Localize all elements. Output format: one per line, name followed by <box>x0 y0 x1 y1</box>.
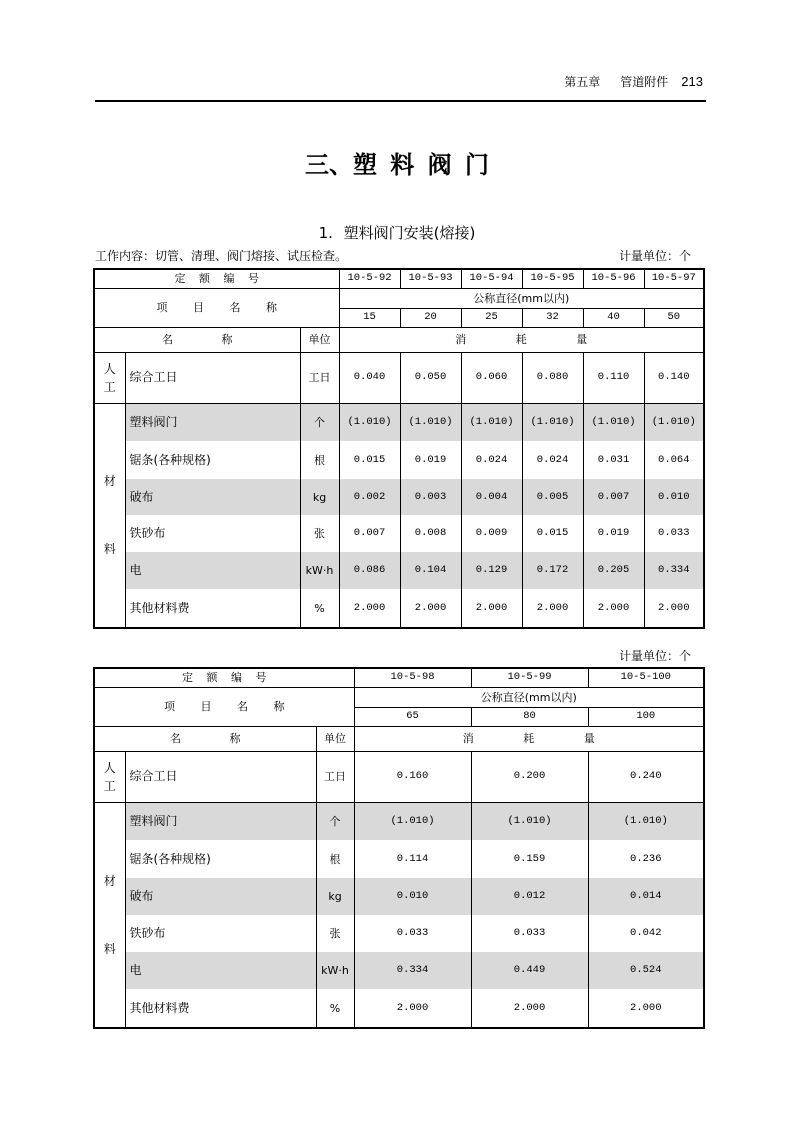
material-name: 破布 <box>125 878 316 915</box>
consumption-header: 消 耗 量 <box>339 327 704 352</box>
labor-category-cell <box>94 352 125 403</box>
material-unit: 根 <box>300 441 339 479</box>
material-name: 其他材料费 <box>125 989 316 1028</box>
material-value: (1.010) <box>354 802 471 840</box>
material-value: 0.010 <box>354 878 471 915</box>
quota-table-2 <box>93 667 705 1029</box>
material-value: 0.019 <box>583 515 644 552</box>
quota-code: 10-5-96 <box>583 269 644 288</box>
unit-column-header: 单位 <box>316 726 354 751</box>
material-unit: 张 <box>316 915 354 952</box>
material-value: (1.010) <box>461 403 522 441</box>
material-unit: % <box>300 589 339 628</box>
material-value: 2.000 <box>644 589 704 628</box>
labor-item-name: 综合工日 <box>125 352 300 403</box>
material-value: 0.086 <box>339 552 400 589</box>
labor-row <box>94 352 704 403</box>
labor-item-name: 综合工日 <box>125 751 316 802</box>
material-value: 0.024 <box>522 441 583 479</box>
material-value: 0.042 <box>588 915 704 952</box>
material-name: 电 <box>125 952 316 989</box>
header-rule <box>95 100 706 102</box>
labor-value: 0.060 <box>461 352 522 403</box>
work-content: 工作内容：切管、清理、阀门熔接、试压检查。 <box>95 249 348 263</box>
labor-value: 0.240 <box>588 751 704 802</box>
labor-value: 0.040 <box>339 352 400 403</box>
material-name: 铁砂布 <box>125 915 316 952</box>
material-value: (1.010) <box>583 403 644 441</box>
material-value: 2.000 <box>339 589 400 628</box>
quota-code-label: 定 额 编 号 <box>94 269 339 288</box>
material-row <box>94 403 704 441</box>
labor-value: 0.080 <box>522 352 583 403</box>
materials-category: 材料 <box>103 474 116 557</box>
unit-column-header: 单位 <box>300 327 339 352</box>
section-title: 三、塑 料 阀 门 <box>304 151 490 179</box>
material-unit: 个 <box>316 802 354 840</box>
material-unit: % <box>316 989 354 1028</box>
material-value: 0.104 <box>400 552 461 589</box>
diameter-label: 公称直径(mm以内) <box>354 687 704 707</box>
material-value: 0.236 <box>588 840 704 878</box>
material-value: 2.000 <box>461 589 522 628</box>
material-row <box>94 441 704 479</box>
material-value: 0.014 <box>588 878 704 915</box>
labor-category: 人工 <box>103 760 116 793</box>
labor-category-cell <box>94 751 125 802</box>
quota-code-label: 定 额 编 号 <box>94 668 354 687</box>
quota-code-row <box>94 269 704 288</box>
diameter-label: 公称直径(mm以内) <box>339 288 704 308</box>
material-unit: 个 <box>300 403 339 441</box>
name-column-header: 名 称 <box>94 726 316 751</box>
material-value: 2.000 <box>583 589 644 628</box>
material-name: 其他材料费 <box>125 589 300 628</box>
quota-code: 10-5-93 <box>400 269 461 288</box>
material-value: 0.159 <box>471 840 588 878</box>
measurement-unit-note: 计量单位：个 <box>619 649 692 663</box>
quota-code: 10-5-95 <box>522 269 583 288</box>
material-value: 0.031 <box>583 441 644 479</box>
material-value: 0.129 <box>461 552 522 589</box>
diameter-value: 50 <box>644 308 704 327</box>
material-row <box>94 589 704 628</box>
quota-code: 10-5-97 <box>644 269 704 288</box>
materials-category: 材料 <box>103 873 116 956</box>
diameter-label-row <box>94 687 704 707</box>
material-value: 0.012 <box>471 878 588 915</box>
material-name: 锯条(各种规格) <box>125 441 300 479</box>
material-value: 0.010 <box>644 479 704 515</box>
material-value: 0.002 <box>339 479 400 515</box>
material-row <box>94 915 704 952</box>
material-value: 0.033 <box>471 915 588 952</box>
measurement-unit-note: 计量单位：个 <box>619 249 692 263</box>
material-unit: kg <box>300 479 339 515</box>
material-name: 破布 <box>125 479 300 515</box>
material-row <box>94 552 704 589</box>
material-row <box>94 878 704 915</box>
material-name: 塑料阀门 <box>125 802 316 840</box>
material-value: 0.007 <box>583 479 644 515</box>
material-value: 2.000 <box>588 989 704 1028</box>
labor-unit: 工日 <box>300 352 339 403</box>
quota-code: 10-5-92 <box>339 269 400 288</box>
material-value: 0.449 <box>471 952 588 989</box>
material-value: 2.000 <box>471 989 588 1028</box>
diameter-value: 25 <box>461 308 522 327</box>
name-column-header: 名 称 <box>94 327 300 352</box>
material-value: (1.010) <box>400 403 461 441</box>
material-unit: kg <box>316 878 354 915</box>
material-unit: 张 <box>300 515 339 552</box>
material-name: 锯条(各种规格) <box>125 840 316 878</box>
material-value: 0.064 <box>644 441 704 479</box>
consumption-header: 消 耗 量 <box>354 726 704 751</box>
material-value: 0.334 <box>644 552 704 589</box>
column-header-row <box>94 327 704 352</box>
labor-value: 0.140 <box>644 352 704 403</box>
material-value: 0.033 <box>644 515 704 552</box>
quota-code: 10-5-94 <box>461 269 522 288</box>
diameter-value: 40 <box>583 308 644 327</box>
material-value: 2.000 <box>522 589 583 628</box>
labor-unit: 工日 <box>316 751 354 802</box>
labor-row <box>94 751 704 802</box>
material-row <box>94 952 704 989</box>
material-name: 塑料阀门 <box>125 403 300 441</box>
material-value: (1.010) <box>522 403 583 441</box>
material-value: 2.000 <box>354 989 471 1028</box>
material-value: 0.172 <box>522 552 583 589</box>
subsection-title: 1. 塑料阀门安装(熔接) <box>318 224 476 242</box>
quota-table-1 <box>93 268 705 629</box>
material-value: (1.010) <box>588 802 704 840</box>
material-value: 0.005 <box>522 479 583 515</box>
quota-code: 10-5-98 <box>354 668 471 687</box>
section-label: 管道附件 <box>620 75 669 89</box>
item-name-label: 项 目 名 称 <box>94 288 339 327</box>
material-row <box>94 479 704 515</box>
material-unit: 根 <box>316 840 354 878</box>
diameter-value: 65 <box>354 707 471 726</box>
labor-category: 人工 <box>103 361 116 394</box>
running-header <box>564 74 703 90</box>
labor-value: 0.110 <box>583 352 644 403</box>
labor-value: 0.050 <box>400 352 461 403</box>
material-value: 0.004 <box>461 479 522 515</box>
material-row <box>94 989 704 1028</box>
material-row <box>94 840 704 878</box>
materials-category-cell <box>94 802 125 1028</box>
labor-value: 0.160 <box>354 751 471 802</box>
material-value: 0.015 <box>522 515 583 552</box>
material-value: 0.008 <box>400 515 461 552</box>
material-value: (1.010) <box>471 802 588 840</box>
quota-code: 10-5-100 <box>588 668 704 687</box>
table-body <box>94 269 704 628</box>
diameter-value: 80 <box>471 707 588 726</box>
material-name: 电 <box>125 552 300 589</box>
material-unit: kW·h <box>300 552 339 589</box>
chapter-label: 第五章 <box>564 75 601 89</box>
labor-value: 0.200 <box>471 751 588 802</box>
diameter-label-row <box>94 288 704 308</box>
diameter-value: 100 <box>588 707 704 726</box>
material-value: 0.205 <box>583 552 644 589</box>
diameter-value: 32 <box>522 308 583 327</box>
material-row <box>94 515 704 552</box>
item-name-label: 项 目 名 称 <box>94 687 354 726</box>
material-value: 0.524 <box>588 952 704 989</box>
column-header-row <box>94 726 704 751</box>
material-value: 0.033 <box>354 915 471 952</box>
material-value: 0.003 <box>400 479 461 515</box>
table-body <box>94 668 704 1028</box>
material-row <box>94 802 704 840</box>
material-value: 0.334 <box>354 952 471 989</box>
material-value: 0.015 <box>339 441 400 479</box>
material-value: 0.019 <box>400 441 461 479</box>
material-value: 0.114 <box>354 840 471 878</box>
material-value: 0.007 <box>339 515 400 552</box>
material-unit: kW·h <box>316 952 354 989</box>
material-value: 0.024 <box>461 441 522 479</box>
quota-code: 10-5-99 <box>471 668 588 687</box>
material-value: 2.000 <box>400 589 461 628</box>
material-value: (1.010) <box>339 403 400 441</box>
material-value: (1.010) <box>644 403 704 441</box>
diameter-value: 15 <box>339 308 400 327</box>
materials-category-cell <box>94 403 125 628</box>
diameter-value: 20 <box>400 308 461 327</box>
page-number: 213 <box>681 74 703 89</box>
material-name: 铁砂布 <box>125 515 300 552</box>
quota-code-row <box>94 668 704 687</box>
material-value: 0.009 <box>461 515 522 552</box>
